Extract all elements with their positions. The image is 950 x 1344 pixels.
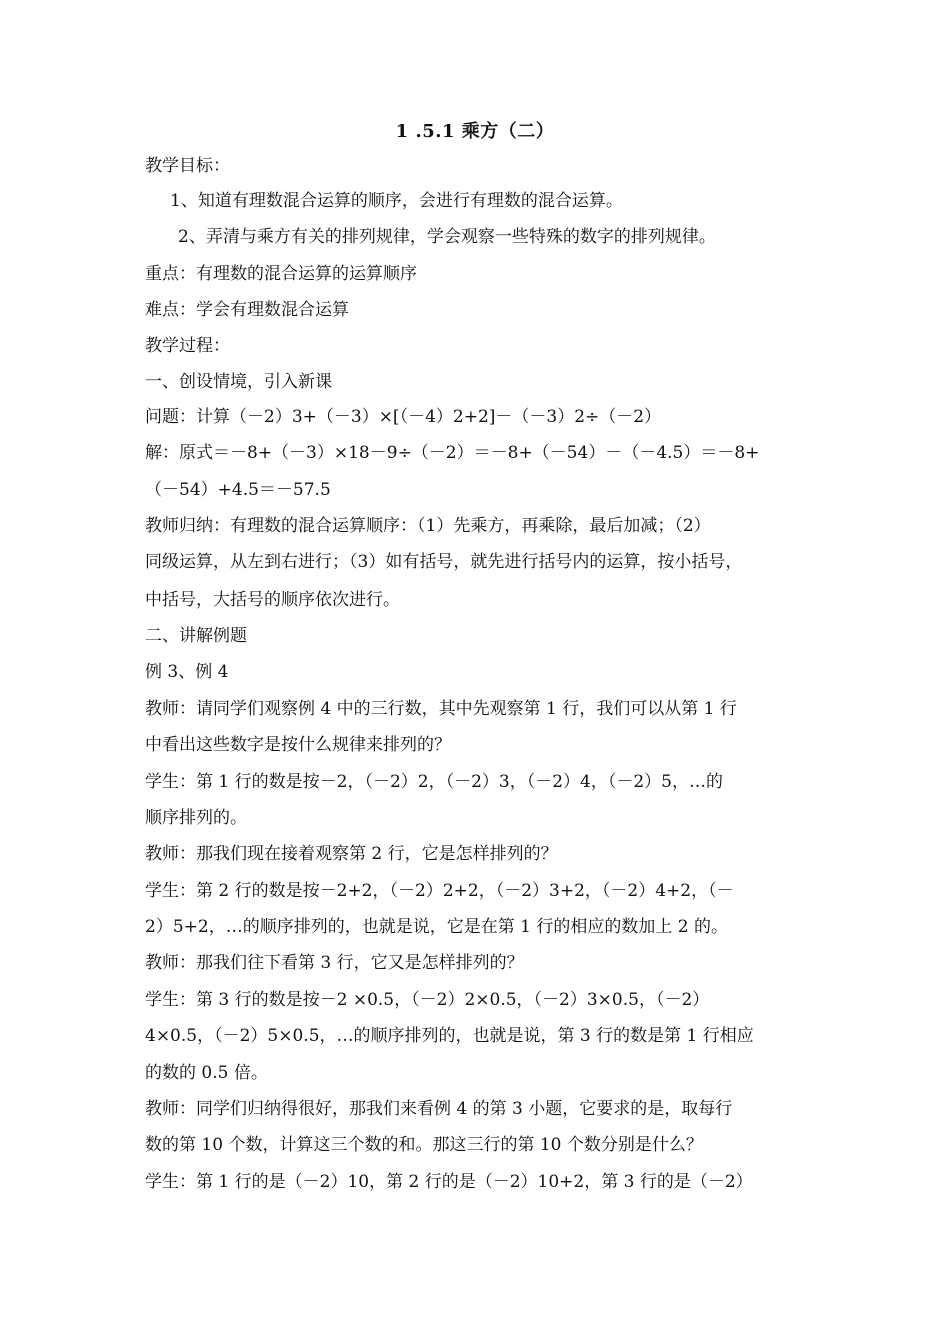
text-line: 4×0.5，（－2）5×0.5，…的顺序排列的，也就是说，第 3 行的数是第 1 行相应 bbox=[145, 1026, 754, 1046]
text-line: 学生：第 1 行的数是按－2，（－2）2，（－2）3，（－2）4，（－2）5，…的 bbox=[145, 772, 723, 792]
text-line: 教师：那我们现在接着观察第 2 行，它是怎样排列的？ bbox=[145, 844, 558, 864]
text-line: 二、讲解例题 bbox=[145, 626, 247, 646]
text-line: 同级运算，从左到右进行；（3）如有括号，就先进行括号内的运算，按小括号， bbox=[145, 552, 743, 572]
text-line: 2）5+2，…的顺序排列的，也就是说，它是在第 1 行的相应的数加上 2 的。 bbox=[145, 917, 728, 937]
text-line: 难点：学会有理数混合运算 bbox=[145, 300, 349, 320]
text-line: 解：原式＝－8+（－3）×18－9÷（－2）＝－8+（－54）－（－4.5）＝－8+ bbox=[145, 443, 760, 463]
text-line: 中看出这些数字是按什么规律来排列的？ bbox=[145, 735, 451, 755]
text-line: 2、弄清与乘方有关的排列规律，学会观察一些特殊的数字的排列规律。 bbox=[178, 227, 716, 247]
text-line: 例 3、例 4 bbox=[145, 662, 229, 682]
text-line: 问题：计算（－2）3+（－3）×[（－4）2+2]－（－3）2÷（－2） bbox=[145, 407, 662, 427]
text-line: 教学目标： bbox=[145, 156, 230, 176]
text-line: 重点：有理数的混合运算的运算顺序 bbox=[145, 264, 417, 284]
text-line: 数的第 10 个数，计算这三个数的和。那这三行的第 10 个数分别是什么？ bbox=[145, 1135, 703, 1155]
text-line: 教师：同学们归纳得很好，那我们来看例 4 的第 3 小题，它要求的是，取每行 bbox=[145, 1099, 733, 1119]
text-line: 教师归纳：有理数的混合运算顺序：（1）先乘方，再乘除，最后加减；（2） bbox=[145, 516, 711, 536]
text-line: 教师：请同学们观察例 4 中的三行数，其中先观察第 1 行，我们可以从第 1 行 bbox=[145, 699, 737, 719]
text-line: 的数的 0.5 倍。 bbox=[145, 1063, 268, 1083]
text-line: 一、创设情境，引入新课 bbox=[145, 372, 332, 392]
document-title: 1 .5.1 乘方（二） bbox=[395, 121, 555, 142]
text-line: （－54）+4.5＝－57.5 bbox=[145, 480, 331, 500]
text-line: 中括号，大括号的顺序依次进行。 bbox=[145, 590, 400, 610]
text-line: 学生：第 3 行的数是按－2 ×0.5，（－2）2×0.5，（－2）3×0.5，（－2） bbox=[145, 990, 710, 1010]
text-line: 学生：第 1 行的是（－2）10，第 2 行的是（－2）10+2，第 3 行的是（－2） bbox=[145, 1172, 753, 1192]
text-line: 学生：第 2 行的数是按－2+2，（－2）2+2，（－2）3+2，（－2）4+2，（－ bbox=[145, 881, 734, 901]
text-line: 教师：那我们往下看第 3 行，它又是怎样排列的？ bbox=[145, 953, 524, 973]
text-line: 教学过程： bbox=[145, 336, 230, 356]
text-line: 顺序排列的。 bbox=[145, 808, 247, 828]
text-line: 1、知道有理数混合运算的顺序，会进行有理数的混合运算。 bbox=[170, 191, 623, 211]
